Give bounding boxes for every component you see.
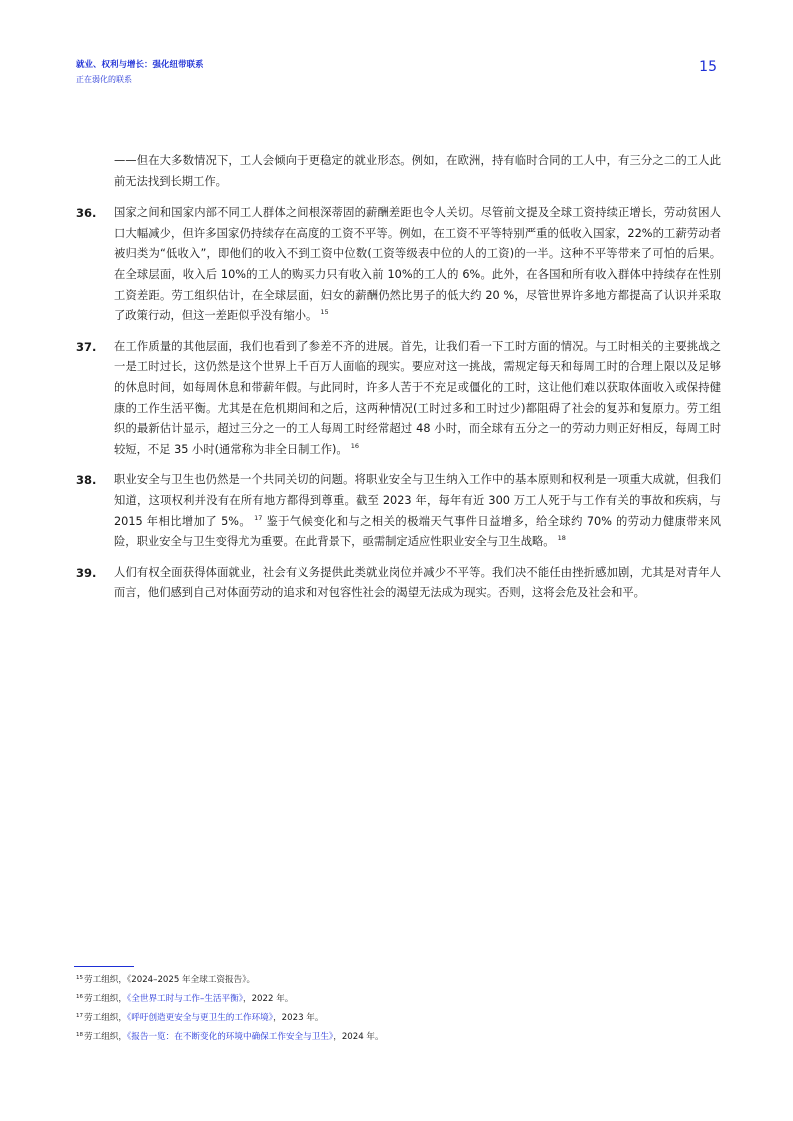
paragraph-number: 39. <box>76 565 97 580</box>
paragraph-37 <box>76 337 721 461</box>
main-body <box>76 151 721 614</box>
footnote-number: 15 <box>76 975 83 981</box>
footnote-link[interactable]: 《呼吁创造更安全与更卫生的工作环境》 <box>126 1013 274 1023</box>
footnote-number: 16 <box>76 994 83 1000</box>
paragraph-number: 37. <box>76 339 97 354</box>
paragraph-38 <box>76 470 721 552</box>
footnote-suffix: ，2023 年。 <box>273 1013 324 1023</box>
footnote-16 <box>76 993 721 1005</box>
footnote-prefix: 劳工组织， <box>84 994 127 1004</box>
footnote-suffix: ，2022 年。 <box>243 994 294 1004</box>
footnote-title: 《2024–2025 年全球工资报告》。 <box>126 975 256 985</box>
paragraph-text: 人们有权全面获得体面就业，社会有义务提供此类就业岗位并减少不平等。我们决不能任由挫折感加剧，尤其是对青年人而言，他们感到自己对体面劳动的追求和对包容性社会的渴望无法成为现实。否则，这将会危及社会和平。 <box>114 565 721 600</box>
paragraph-text-continued: 鉴于气候变化和与之相关的极端天气事件日益增多，给全球约 70% 的劳动力健康带来风险，职业安全与卫生变得尤为重要。在此背景下，亟需制定适应性职业安全与卫生战略。 <box>114 514 722 549</box>
footnote-18 <box>76 1031 721 1043</box>
paragraph-text: 国家之间和国家内部不同工人群体之间根深蒂固的薪酬差距也令人关切。尽管前文提及全球工资持续正增长，劳动贫困人口大幅减少，但许多国家仍持续存在高度的工资不平等。例如，在工资不平等特别严重的低收入国家，22%的工薪劳动者被归类为“低收入”，即他们的收入不到工资中位数(工资等级表中位的人的工资)的一半。这种不平等带来了可怕的后果。在全球层面，收入后 10%的工人的购买力只有收入前 10%的工人的 6%。此外，在各国和所有收入群体中持续存在性别工资差距。劳工组织估计，在全球层面，妇女的薪酬仍然比男子的低大约 20 %，尽管世界许多地方都提高了认识并采取了政策行动，但这一差距似乎没有缩小。 <box>114 206 721 323</box>
footnote-ref[interactable]: 18 <box>557 534 566 543</box>
footnote-divider <box>74 966 134 967</box>
footnote-link[interactable]: 《全世界工时与工作–生活平衡》 <box>126 994 243 1004</box>
paragraph-text: 在工作质量的其他层面，我们也看到了参差不齐的进展。首先，让我们看一下工时方面的情况。与工时相关的主要挑战之一是工时过长，这仍然是这个世界上千百万人面临的现实。要应对这一挑战，需规定每天和每周工时的合理上限以及足够的休息时间，如每周休息和带薪年假。与此同时，许多人苦于不充足或僵化的工时，这让他们难以获取体面收入或保持健康的工作生活平衡。尤其是在危机期间和之后，这两种情况(工时过多和工时过少)都阻碍了社会的复苏和复原力。劳工组织的最新估计显示，超过三分之一的工人每周工时经常超过 48 小时，而全球有五分之一的劳动力则正好相反，每周工时较短，不足 35 小时(通常称为非全日制工作)。 <box>114 339 721 456</box>
header-title: 就业、权利与增长：强化纽带联系 <box>76 60 204 70</box>
paragraph-number: 38. <box>76 473 97 488</box>
paragraph-text: ——但在大多数情况下，工人会倾向于更稳定的就业形态。例如，在欧洲，持有临时合同的工人中，有三分之二的工人此前无法找到长期工作。 <box>114 154 721 188</box>
footnote-prefix: 劳工组织， <box>84 1013 127 1023</box>
footnote-ref[interactable]: 15 <box>320 308 329 317</box>
header-subtitle: 正在弱化的联系 <box>76 75 132 84</box>
footnote-suffix: ，2024 年。 <box>333 1032 384 1042</box>
paragraph-continued <box>76 151 721 192</box>
footnote-ref[interactable]: 17 <box>254 513 263 522</box>
footnote-number: 17 <box>76 1013 83 1019</box>
footnote-prefix: 劳工组织， <box>84 1032 127 1042</box>
paragraph-number: 36. <box>76 206 97 221</box>
footnote-17 <box>76 1012 721 1024</box>
footnote-link[interactable]: 《报告一览：在不断变化的环境中确保工作安全与卫生》 <box>126 1032 334 1042</box>
footnote-prefix: 劳工组织， <box>84 975 127 985</box>
page-header <box>76 59 717 86</box>
paragraph-36 <box>76 203 721 327</box>
footnotes <box>76 974 721 1050</box>
footnote-ref[interactable]: 16 <box>350 441 359 450</box>
footnote-15 <box>76 974 721 986</box>
paragraph-text: 职业安全与卫生也仍然是一个共同关切的问题。将职业安全与卫生纳入工作中的基本原则和权利是一项重大成就，但我们知道，这项权利并没有在所有地方都得到尊重。截至 2023 年，每年有近 300 万工人死于与工作有关的事故和疾病，与 2015 年相比增加了 5%。 <box>114 473 721 528</box>
footnote-number: 18 <box>76 1032 83 1038</box>
page-number: 15 <box>699 59 717 75</box>
paragraph-39 <box>76 563 721 604</box>
